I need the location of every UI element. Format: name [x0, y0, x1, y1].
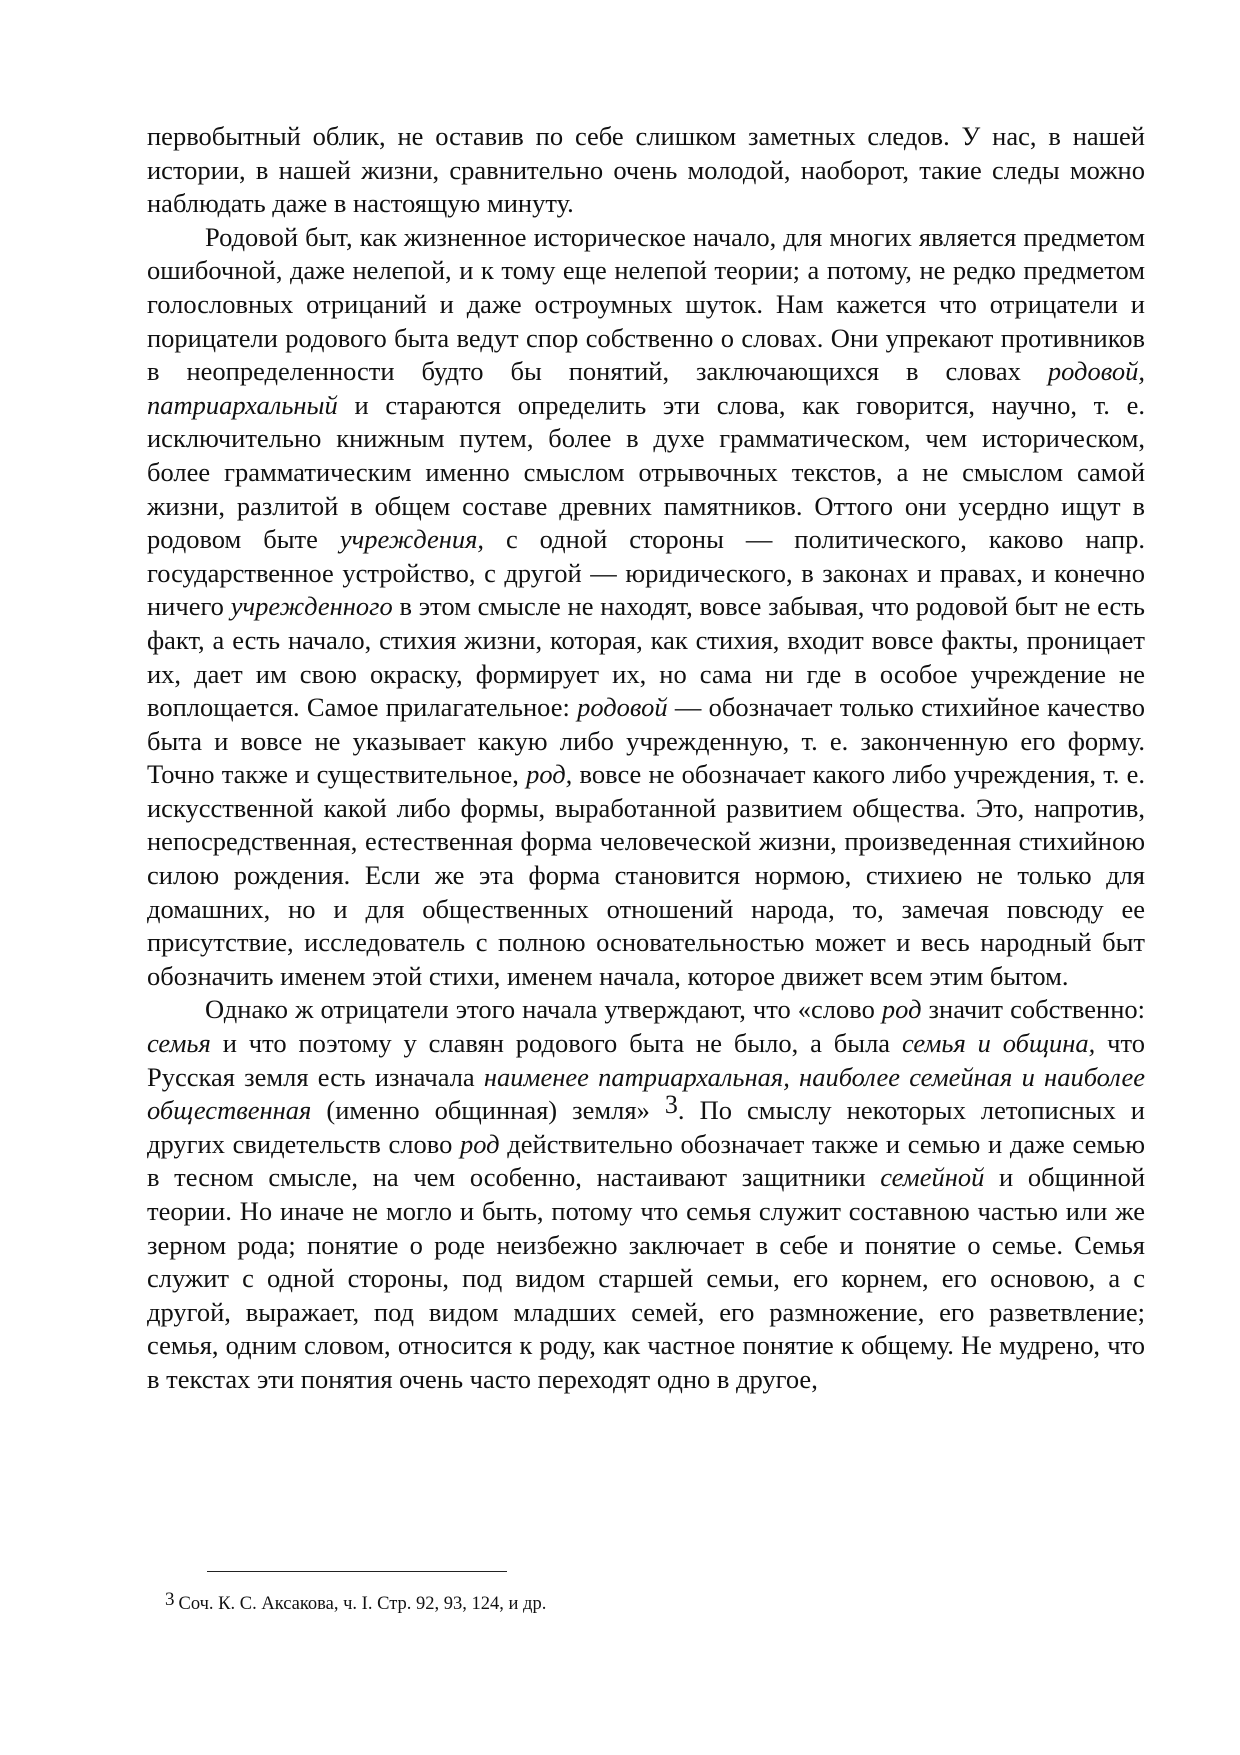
italic-term: род, [526, 759, 573, 790]
text-segment: и стараются определить эти слова, как говорится, научно, т. е. исключительно книжным путем, более в духе грамматическом, чем историческом, более грамматическим именно смыслом отрывочных текстов, а не смыслом самой жизни, разлитой в общем составе древних памятников. Оттого они усердно ищут в родовом быте [147, 389, 1145, 555]
text-segment: что Русская земля есть изначала [147, 1028, 1145, 1092]
italic-term: наименее патриархальная, наиболее семейная и наиболее общественная [147, 1061, 1145, 1126]
text-segment: и что поэтому у славян родового быта не было, а была [210, 1028, 902, 1059]
text-segment: вовсе не обозначает какого либо учреждения, т. е. искусственной какой либо формы, выработанной развитием общества. Это, напротив, непосредственная, естественная форма человеческой жизни, произведенная стихийною силою рождения. Если же эта форма становится нормою, стихиею не только для домашних, но и для общественных отношений народа, то, замечая повсюду ее присутствие, исследователь с полною основательностью может и весь народный быт обозначить именем этой стихи, именем начала, которое движет всем этим бытом. [147, 759, 1145, 991]
text-segment: Однако ж отрицатели этого начала утверждают, что «слово [205, 994, 882, 1025]
italic-term: семейной [880, 1162, 985, 1193]
paragraph [147, 993, 1145, 1396]
italic-term: учрежденного [230, 591, 393, 622]
italic-term: родовой [577, 692, 668, 723]
paragraph [147, 120, 1145, 221]
body-text [147, 120, 1145, 1397]
text-segment: с одной стороны — политического, каково напр. государственное устройство, с другой — юридического, в законах и правах, и конечно ничего [147, 524, 1145, 622]
italic-term: учреждения, [339, 524, 485, 555]
footnote-reference: 3 [664, 1090, 678, 1120]
text-segment: первобытный облик, не оставив по себе слишком заметных следов. У нас, в нашей истории, в нашей жизни, сравнительно очень молодой, наоборот, такие следы можно наблюдать даже в настоящую минуту. [147, 121, 1145, 219]
italic-term: род [460, 1128, 500, 1159]
text-segment: . По смыслу некоторых летописных и других свидетельств слово [147, 1095, 1145, 1159]
italic-term: семья [147, 1028, 211, 1059]
text-segment: и общинной теории. Но иначе не могло и быть, потому что семья служит составною частью или же зерном рода; понятие о роде неизбежно заключает в себе и понятие о семье. Семья служит с одной стороны, под видом старшей семьи, его корнем, его основою, а с другой, выражает, под видом младших семей, его размножение, его разветвление; семья, одним словом, относится к роду, как частное понятие к общему. Не мудрено, что в текстах эти понятия очень часто переходят одно в другое, [147, 1162, 1146, 1394]
italic-term: семья и община, [901, 1028, 1096, 1059]
text-segment: значит собственно: [921, 994, 1146, 1025]
italic-term: родовой, патриархальный [147, 356, 1145, 420]
footnote-divider [207, 1571, 507, 1572]
text-segment: Родовой быт, как жизненное историческое начало, для многих является предметом ошибочной, даже нелепой, и к тому еще нелепой теории; а потому, не редко предметом голословных отрицаний и даже остроумных шуток. Нам кажется что отрицатели и порицатели родового быта ведут спор собственно о словах. Они упрекают противников в неопределенности будто бы понятий, заключающихся в словах [147, 221, 1145, 387]
text-segment: в этом смысле не находят, вовсе забывая, что родовой быт не есть факт, а есть начало, стихия жизни, которая, как стихия, входит вовсе факты, проницает их, дает им свою окраску, формирует их, но сама ни где в особое учреждение не воплощается. Самое прилагательное: [147, 591, 1145, 723]
italic-term: род [881, 994, 922, 1025]
footnote-text: Соч. К. С. Аксакова, ч. I. Стр. 92, 93, 124, и др. [178, 1594, 547, 1614]
footnote-marker: 3 [165, 1589, 175, 1610]
footnote [165, 1589, 1065, 1616]
text-segment: — обозначает только стихийное качество быта и вовсе не указывает какую либо учрежденную, т. е. законченную его форму. Точно также и существительное, [147, 692, 1145, 790]
text-segment: (именно общинная) земля» [311, 1095, 665, 1126]
text-segment: действительно обозначает также и семью и даже семью в тесном смысле, на чем особенно, настаивают защитники [147, 1128, 1145, 1193]
paragraph [147, 221, 1145, 994]
